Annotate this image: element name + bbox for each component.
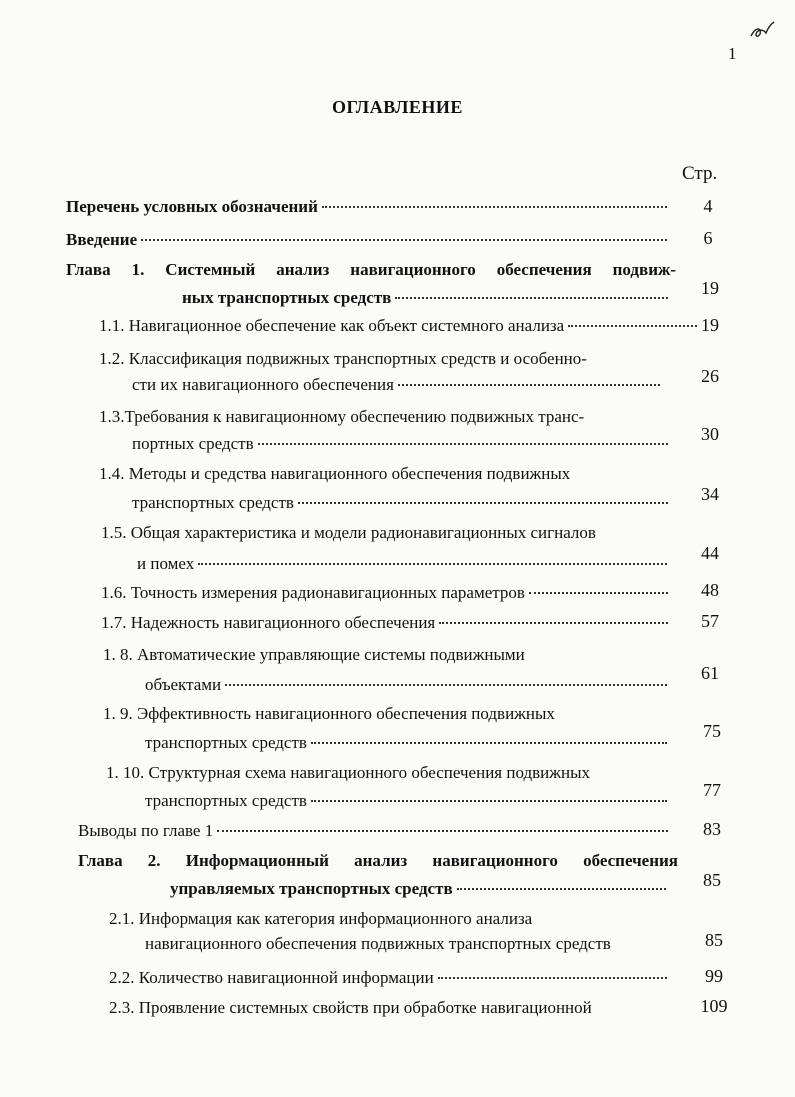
toc-chapter-2-line-2 (170, 878, 670, 900)
toc-leader (298, 498, 668, 504)
toc-page-number: 4 (703, 196, 713, 216)
toc-page-number: 85 (703, 870, 721, 890)
toc-leader (398, 380, 660, 386)
toc-section-2-1-line-2: навигационного обеспечения подвижных транспортных средств (145, 934, 611, 953)
toc-page-number: 19 (701, 315, 719, 335)
toc-section-2-2 (109, 967, 671, 989)
toc-entry-text: и помех (137, 554, 195, 573)
toc-section-1-2-line-2 (132, 374, 664, 396)
toc-leader (439, 618, 668, 624)
toc-leader (258, 439, 668, 445)
toc-leader (529, 588, 668, 594)
toc-section-2-3-line-1: 2.3. Проявление системных свойств при обработке навигационной (109, 998, 592, 1017)
toc-section-1-2-line-1: 1.2. Классификация подвижных транспортных средств и особенно- (99, 349, 587, 368)
toc-leader (311, 796, 667, 802)
toc-entry-text: портных средств (132, 434, 254, 453)
toc-section-1-4-line-1: 1.4. Методы и средства навигационного обеспечения подвижных (99, 464, 571, 483)
toc-chapter-2-line-1: Глава 2. Информационный анализ навигационного обеспечения (78, 851, 678, 870)
toc-page-number: 75 (703, 721, 721, 741)
page-title: ОГЛАВЛЕНИЕ (332, 97, 463, 117)
toc-leader (311, 738, 667, 744)
toc-chapter-1-conclusions (78, 820, 672, 842)
toc-chapter-1-line-1: Глава 1. Системный анализ навигационного обеспечения подвиж- (66, 260, 676, 279)
toc-page-number: 26 (701, 366, 719, 386)
toc-page-number: 6 (703, 228, 713, 248)
toc-leader (322, 202, 667, 208)
toc-entry-text: 1.1. Навигационное обеспечение как объект системного анализа (99, 316, 565, 335)
toc-leader (141, 235, 667, 241)
toc-page-number: 61 (701, 663, 719, 683)
toc-entry-text: сти их навигационного обеспечения (132, 375, 394, 394)
toc-leader (395, 293, 668, 299)
toc-leader (198, 559, 667, 565)
toc-section-1-3-line-2 (132, 433, 672, 455)
toc-page-number: 30 (701, 424, 719, 444)
toc-section-1-10-line-2 (145, 790, 671, 812)
toc-entry-text: транспортных средств (145, 733, 307, 752)
toc-leader (217, 826, 668, 832)
toc-entry-text: объектами (145, 675, 222, 694)
toc-section-1-10-line-1: 1. 10. Структурная схема навигационного обеспечения подвижных (106, 763, 591, 782)
toc-entry-text: транспортных средств (145, 791, 307, 810)
toc-entry-text: Выводы по главе 1 (78, 821, 214, 840)
page-column-header: Стр. (682, 163, 718, 184)
toc-section-1-5-line-1: 1.5. Общая характеристика и модели радионавигационных сигналов (101, 523, 596, 542)
toc-section-1-7 (101, 612, 672, 634)
toc-section-2-1-line-1: 2.1. Информация как категория информационного анализа (109, 909, 533, 928)
toc-page-number: 85 (705, 930, 723, 950)
toc-page-number: 99 (705, 966, 723, 986)
page-number: 1 (728, 44, 737, 63)
toc-page-number: 83 (703, 819, 721, 839)
toc-section-1-3-line-1: 1.3.Требования к навигационному обеспечению подвижных транс- (99, 407, 585, 426)
toc-entry-text: 2.2. Количество навигационной информации (109, 968, 434, 987)
toc-page-number: 44 (701, 543, 719, 563)
toc-section-1-9-line-2 (145, 732, 671, 754)
toc-leader (457, 884, 666, 890)
toc-section-1-1 (99, 315, 701, 337)
toc-section-1-4-line-2 (132, 492, 672, 514)
toc-entry-text: управляемых транспортных средств (170, 879, 453, 898)
toc-entry-text: Перечень условных обозначений (66, 197, 318, 216)
toc-section-1-5-line-2 (137, 553, 671, 575)
handwritten-mark-icon (748, 20, 776, 40)
toc-page-number: 48 (701, 580, 719, 600)
toc-page-number: 19 (701, 278, 719, 298)
toc-page-number: 34 (701, 484, 719, 504)
toc-section-1-6 (101, 582, 672, 604)
toc-section-1-8-line-1: 1. 8. Автоматические управляющие системы подвижными (103, 645, 525, 664)
toc-entry-abbreviations (66, 196, 671, 218)
toc-entry-introduction (66, 229, 671, 251)
toc-leader (438, 973, 667, 979)
toc-leader (568, 321, 697, 327)
toc-entry-text: 1.7. Надежность навигационного обеспечения (101, 613, 436, 632)
toc-page-number: 57 (701, 611, 719, 631)
toc-section-1-9-line-1: 1. 9. Эффективность навигационного обеспечения подвижных (103, 704, 555, 723)
toc-page-number: 109 (700, 996, 728, 1016)
toc-entry-text: Введение (66, 230, 138, 249)
toc-chapter-1-line-2 (182, 287, 672, 309)
toc-page-number: 77 (703, 780, 721, 800)
toc-section-1-8-line-2 (145, 674, 671, 696)
toc-entry-text: ных транспортных средств (182, 288, 392, 307)
toc-leader (225, 680, 667, 686)
toc-entry-text: транспортных средств (132, 493, 294, 512)
toc-entry-text: 1.6. Точность измерения радионавигационных параметров (101, 583, 525, 602)
